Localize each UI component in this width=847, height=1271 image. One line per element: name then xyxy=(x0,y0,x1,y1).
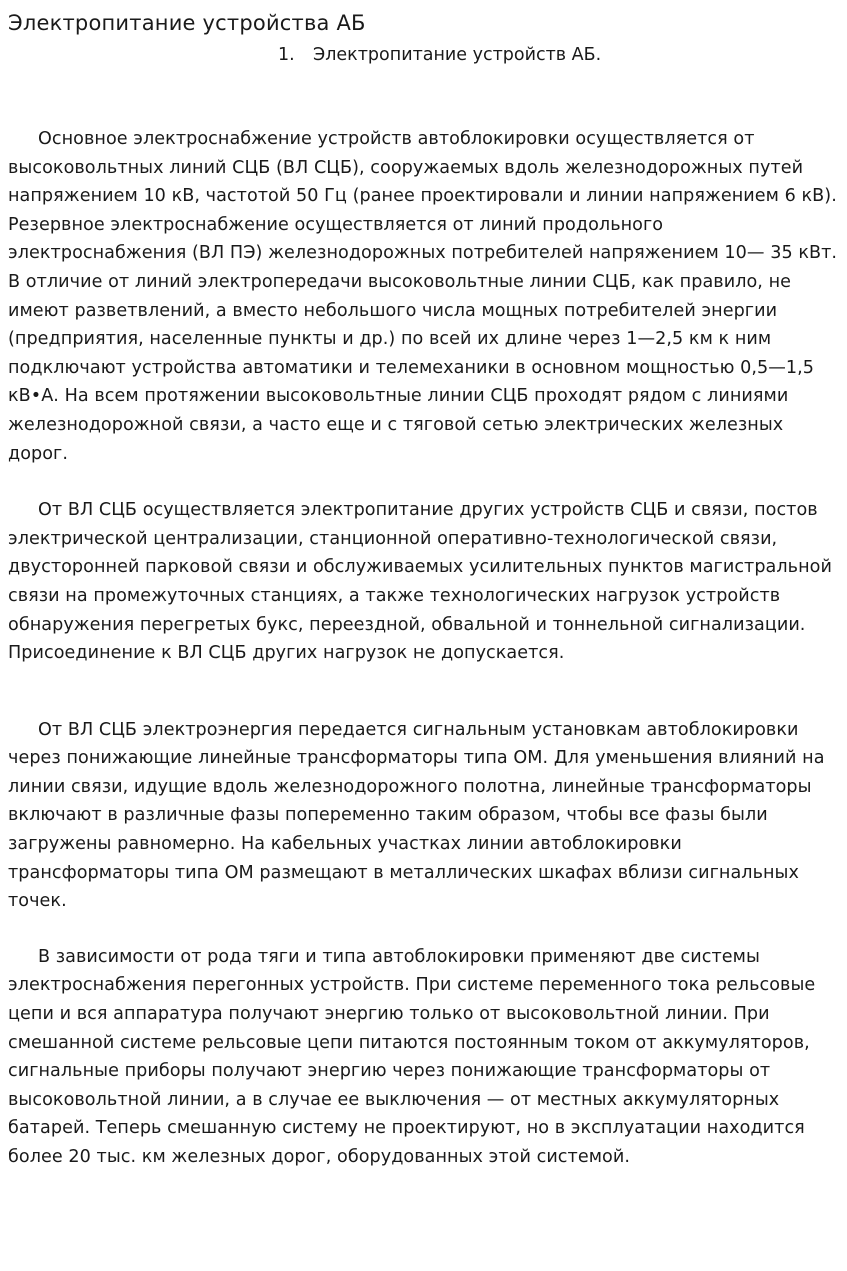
paragraph-power-supply-main: Основное электроснабжение устройств автоблокировки осуществляется от высоковольтных линий СЦБ (ВЛ СЦБ), сооружаемых вдоль железнодорожных путей напряжением 10 кВ, частотой 50 Гц (ранее проектировали и линии напряжением 6 кВ). Резервное электроснабжение осуществляется от линий продольного электроснабжения (ВЛ ПЭ) железнодорожных потребителей напряжением 10— 35 кВт. В отличие от линий электропередачи высоковольтные линии СЦБ, как правило, не имеют разветвлений, а вместо небольшого числа мощных потребителей энергии (предприятия, населенные пункты и др.) по всей их длине через 1—2,5 км к ним подключают устройства автоматики и телемеханики в основном мощностью 0,5—1,5 кВ•А. На всем протяжении высоковольтные линии СЦБ проходят рядом с линиями железнодорожной связи, а часто еще и с тяговой сетью электрических железных дорог. xyxy=(8,129,838,464)
document-title: Электропитание устройства АБ xyxy=(8,11,366,35)
paragraph-power-supply-consumers: От ВЛ СЦБ осуществляется электропитание других устройств СЦБ и связи, постов электрической централизации, станционной оперативно-технологической связи, двусторонней парковой связи и обслуживаемых усилительных пунктов магистральной связи на промежуточных станциях, а также технологических нагрузок устройств обнаружения перегретых букс, переездной, обвальной и тоннельной сигнализации. Присоединение к ВЛ СЦБ других нагрузок не допускается. xyxy=(8,500,832,664)
section-heading-text: Электропитание устройств АБ. xyxy=(313,45,602,65)
paragraph-supply-systems: В зависимости от рода тяги и типа автоблокировки применяют две системы электроснабжения перегонных устройств. При системе переменного тока рельсовые цепи и вся аппаратура получают энергию только от высоковольтной линии. При смешанной системе рельсовые цепи питаются постоянным током от аккумуляторов, сигнальные приборы получают энергию через понижающие трансформаторы от высоковольтной линии, а в случае ее выключения — от местных аккумуляторных батарей. Теперь смешанную систему не проектируют, но в эксплуатации находится более 20 тыс. км железных дорог, оборудованных этой системой. xyxy=(8,946,816,1167)
section-number: 1. xyxy=(278,45,295,65)
section-heading xyxy=(8,42,839,68)
paragraph-transformers: От ВЛ СЦБ электроэнергия передается сигнальным установкам автоблокировки через понижающие линейные трансформаторы типа ОМ. Для уменьшения влияний на линии связи, идущие вдоль железнодорожного полотна, линейные трансформаторы включают в различные фазы попеременно таким образом, чтобы все фазы были загружены равномерно. На кабельных участках линии автоблокировки трансформаторы типа ОМ размещают в металлических шкафах вблизи сигнальных точек. xyxy=(8,719,825,912)
